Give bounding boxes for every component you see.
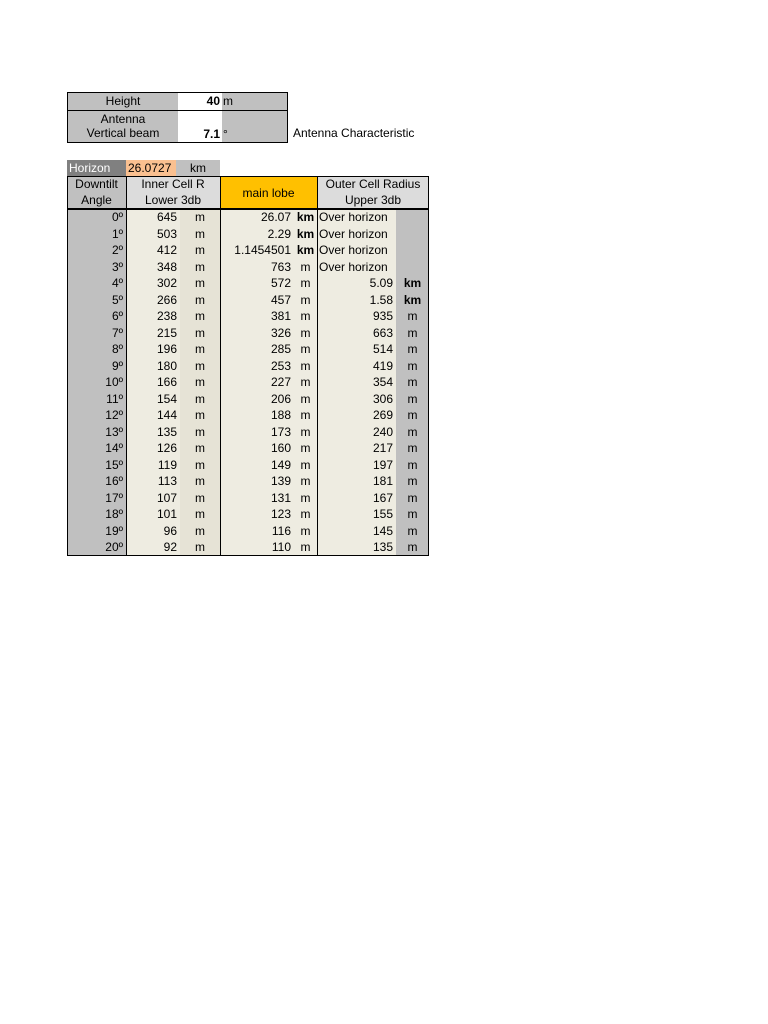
cell-outer-radius[interactable]: 5.09 xyxy=(369,276,393,291)
table-row xyxy=(67,473,429,490)
border-bottom xyxy=(67,555,429,556)
cell-outer-radius[interactable]: 155 xyxy=(372,507,393,522)
cell-outer-unit[interactable]: m xyxy=(407,474,418,489)
cell-main-unit[interactable]: km xyxy=(296,226,315,241)
cell-inner-unit[interactable]: m xyxy=(195,523,205,538)
antenna-label xyxy=(68,111,178,142)
horizon-value[interactable]: 26.0727 xyxy=(126,160,176,176)
cell-inner-unit[interactable]: m xyxy=(195,210,205,224)
cell-outer-radius[interactable]: 1.58 xyxy=(369,292,393,307)
cell-inner-radius[interactable]: 266 xyxy=(156,292,177,307)
cell-main-lobe[interactable]: 227 xyxy=(270,375,291,390)
cell-outer-radius[interactable]: 181 xyxy=(372,474,393,489)
cell-main-unit[interactable]: m xyxy=(300,540,311,555)
header-angle-line2: Angle xyxy=(81,193,112,207)
cell-main-lobe[interactable]: 253 xyxy=(270,358,291,373)
cell-main-unit[interactable]: m xyxy=(300,441,311,456)
cell-outer-unit[interactable]: m xyxy=(407,358,418,373)
antenna-characteristic-label: Antenna Characteristic xyxy=(293,126,415,140)
cell-inner-radius[interactable]: 166 xyxy=(156,375,177,390)
cell-inner-unit[interactable]: m xyxy=(195,358,205,373)
cell-inner-unit[interactable]: m xyxy=(195,424,205,439)
cell-main-lobe[interactable]: 160 xyxy=(270,441,291,456)
cell-main-lobe[interactable]: 206 xyxy=(270,391,291,406)
cell-inner-unit[interactable]: m xyxy=(195,325,205,340)
cell-outer-unit[interactable] xyxy=(396,209,429,226)
cell-inner-unit[interactable]: m xyxy=(195,457,205,472)
cell-outer-unit[interactable]: m xyxy=(407,540,418,555)
cell-outer-radius[interactable]: Over horizon xyxy=(319,259,388,274)
cell-angle[interactable]: 16º xyxy=(105,474,123,489)
cell-main-lobe[interactable]: 149 xyxy=(270,457,291,472)
border-after-inner xyxy=(220,176,221,556)
cell-inner-unit[interactable]: m xyxy=(195,408,205,423)
cell-inner-unit[interactable]: m xyxy=(195,292,205,307)
cell-outer-radius[interactable]: 167 xyxy=(372,490,393,505)
cell-angle[interactable]: 9º xyxy=(111,358,123,373)
cell-angle[interactable]: 17º xyxy=(105,490,123,505)
cell-main-lobe[interactable]: 2.29 xyxy=(267,226,291,241)
cell-inner-radius[interactable]: 180 xyxy=(156,358,177,373)
header-outer-line2: Upper 3db xyxy=(344,193,402,207)
cell-outer-unit[interactable]: km xyxy=(403,276,422,291)
cell-main-unit[interactable]: m xyxy=(300,292,311,307)
cell-inner-unit[interactable]: m xyxy=(195,474,205,489)
cell-angle[interactable]: 13º xyxy=(105,424,123,439)
cell-inner-unit[interactable]: m xyxy=(195,507,205,522)
cell-outer-unit[interactable]: m xyxy=(407,441,418,456)
cell-inner-radius[interactable]: 92 xyxy=(163,540,177,555)
cell-main-unit[interactable]: m xyxy=(300,457,311,472)
cell-inner-radius[interactable]: 113 xyxy=(157,474,177,489)
cell-inner-radius[interactable]: 196 xyxy=(156,342,177,357)
cell-inner-radius[interactable]: 126 xyxy=(156,441,177,456)
table-row xyxy=(67,490,429,507)
cell-outer-radius[interactable]: 269 xyxy=(372,408,393,423)
cell-main-lobe[interactable]: 285 xyxy=(270,342,291,357)
cell-angle[interactable]: 7º xyxy=(111,325,123,340)
cell-main-unit[interactable]: m xyxy=(300,259,311,274)
coverage-table xyxy=(67,176,429,556)
cell-outer-unit[interactable] xyxy=(396,259,429,276)
cell-inner-unit[interactable]: m xyxy=(195,226,205,241)
cell-inner-radius[interactable]: 645 xyxy=(156,210,177,224)
border-after-angle xyxy=(126,176,127,556)
cell-outer-unit[interactable]: m xyxy=(407,457,418,472)
table-row xyxy=(67,341,429,358)
table-row xyxy=(67,374,429,391)
cell-main-lobe[interactable]: 188 xyxy=(270,408,291,423)
header-outer-line1: Outer Cell Radius xyxy=(325,177,421,191)
cell-main-lobe[interactable]: 173 xyxy=(270,424,291,439)
cell-main-lobe[interactable]: 116 xyxy=(271,523,291,538)
table-row xyxy=(67,292,429,309)
cell-outer-unit[interactable]: m xyxy=(407,408,418,423)
cell-inner-unit[interactable]: m xyxy=(195,375,205,390)
cell-outer-radius[interactable]: Over horizon xyxy=(319,210,388,224)
cell-main-unit[interactable]: m xyxy=(300,309,311,324)
parameter-block xyxy=(67,92,288,143)
cell-angle[interactable]: 14º xyxy=(105,441,123,456)
border-right xyxy=(428,176,429,556)
cell-outer-unit[interactable] xyxy=(396,226,429,243)
cell-inner-radius[interactable]: 119 xyxy=(157,457,177,472)
cell-angle[interactable]: 20º xyxy=(105,540,123,555)
cell-outer-unit[interactable]: m xyxy=(407,309,418,324)
cell-main-lobe[interactable]: 381 xyxy=(270,309,291,324)
table-row xyxy=(67,523,429,540)
table-row xyxy=(67,539,429,556)
cell-inner-radius[interactable]: 96 xyxy=(163,523,177,538)
cell-main-unit[interactable]: m xyxy=(300,490,311,505)
cell-outer-unit[interactable]: m xyxy=(407,424,418,439)
cell-inner-radius[interactable]: 135 xyxy=(156,424,177,439)
table-row xyxy=(67,325,429,342)
cell-outer-radius[interactable]: Over horizon xyxy=(319,226,388,241)
cell-outer-unit[interactable]: m xyxy=(407,490,418,505)
header-outer-cell xyxy=(317,176,429,209)
border-header-bottom xyxy=(67,208,429,210)
antenna-label-line2: Vertical beam xyxy=(86,126,160,140)
cell-outer-unit[interactable]: m xyxy=(407,523,418,538)
header-main-label: main lobe xyxy=(242,185,295,200)
cell-main-unit[interactable]: m xyxy=(300,474,311,489)
table-row xyxy=(67,242,429,259)
table-row xyxy=(67,457,429,474)
cell-main-unit[interactable]: m xyxy=(300,391,311,406)
height-value-cell[interactable]: 40 xyxy=(178,93,222,110)
height-label: Height xyxy=(68,93,178,110)
cell-outer-radius[interactable]: 306 xyxy=(372,391,393,406)
cell-angle[interactable]: 8º xyxy=(111,342,123,357)
header-downtilt-angle xyxy=(67,176,126,209)
table-row xyxy=(67,275,429,292)
cell-outer-radius[interactable]: Over horizon xyxy=(319,243,388,258)
table-row xyxy=(67,440,429,457)
cell-outer-radius[interactable]: 663 xyxy=(372,325,393,340)
cell-main-unit[interactable]: m xyxy=(300,276,311,291)
cell-inner-radius[interactable]: 154 xyxy=(156,391,177,406)
cell-inner-unit[interactable]: m xyxy=(195,276,205,291)
cell-inner-unit[interactable]: m xyxy=(195,490,205,505)
cell-inner-radius[interactable]: 107 xyxy=(156,490,177,505)
horizon-label: Horizon xyxy=(67,160,126,176)
cell-outer-unit[interactable]: m xyxy=(407,375,418,390)
cell-inner-radius[interactable]: 144 xyxy=(156,408,177,423)
cell-inner-radius[interactable]: 348 xyxy=(156,259,177,274)
header-inner-line2: Lower 3db xyxy=(144,193,202,207)
cell-main-lobe[interactable]: 457 xyxy=(270,292,291,307)
cell-main-unit[interactable]: km xyxy=(296,210,315,224)
cell-main-unit[interactable]: m xyxy=(300,375,311,390)
cell-angle[interactable]: 3º xyxy=(111,259,123,274)
header-main-lobe xyxy=(220,176,317,209)
cell-main-lobe[interactable]: 572 xyxy=(270,276,291,291)
cell-angle[interactable]: 19º xyxy=(105,523,123,538)
header-angle-line1: Downtilt xyxy=(75,177,118,191)
cell-main-unit[interactable]: m xyxy=(300,358,311,373)
antenna-value-cell[interactable]: 7.1 xyxy=(178,111,222,142)
table-row xyxy=(67,407,429,424)
cell-inner-radius[interactable]: 101 xyxy=(156,507,177,522)
cell-outer-unit[interactable]: m xyxy=(407,391,418,406)
table-row xyxy=(67,358,429,375)
horizon-unit: km xyxy=(176,160,220,176)
cell-angle[interactable]: 15º xyxy=(105,457,123,472)
cell-main-lobe[interactable]: 763 xyxy=(270,259,291,274)
cell-inner-unit[interactable]: m xyxy=(195,441,205,456)
cell-outer-radius[interactable]: 145 xyxy=(372,523,393,538)
cell-inner-radius[interactable]: 238 xyxy=(156,309,177,324)
cell-angle[interactable]: 12º xyxy=(105,408,123,423)
antenna-label-line1: Antenna xyxy=(100,112,146,126)
cell-main-unit[interactable]: m xyxy=(300,325,311,340)
cell-main-lobe[interactable]: 123 xyxy=(270,507,291,522)
table-row xyxy=(67,424,429,441)
border-left xyxy=(67,176,68,556)
header-inner-line1: Inner Cell R xyxy=(141,177,205,191)
cell-main-lobe[interactable]: 110 xyxy=(271,540,291,555)
table-row xyxy=(67,259,429,276)
cell-inner-radius[interactable]: 215 xyxy=(156,325,177,340)
border-after-main xyxy=(317,176,318,556)
cell-outer-radius[interactable]: 514 xyxy=(372,342,393,357)
cell-main-unit[interactable]: km xyxy=(296,243,315,258)
cell-angle[interactable]: 11º xyxy=(106,391,123,406)
table-row xyxy=(67,506,429,523)
cell-angle[interactable]: 1º xyxy=(111,226,123,241)
cell-main-lobe[interactable]: 326 xyxy=(270,325,291,340)
cell-main-lobe[interactable]: 1.1454501 xyxy=(234,243,291,258)
cell-outer-unit[interactable]: m xyxy=(407,507,418,522)
cell-inner-unit[interactable]: m xyxy=(195,342,205,357)
height-unit: m xyxy=(222,93,287,110)
cell-inner-radius[interactable]: 302 xyxy=(156,276,177,291)
cell-outer-radius[interactable]: 135 xyxy=(372,540,393,555)
cell-outer-radius[interactable]: 419 xyxy=(372,358,393,373)
table-body xyxy=(67,209,429,556)
cell-inner-unit[interactable]: m xyxy=(195,259,205,274)
cell-inner-unit[interactable]: m xyxy=(195,391,205,406)
cell-main-unit[interactable]: m xyxy=(300,424,311,439)
cell-inner-unit[interactable]: m xyxy=(195,243,205,258)
cell-angle[interactable]: 6º xyxy=(111,309,123,324)
cell-outer-radius[interactable]: 197 xyxy=(372,457,393,472)
table-row xyxy=(67,226,429,243)
cell-angle[interactable]: 0º xyxy=(111,210,123,224)
cell-inner-radius[interactable]: 503 xyxy=(156,226,177,241)
cell-main-unit[interactable]: m xyxy=(300,342,311,357)
cell-main-lobe[interactable]: 139 xyxy=(270,474,291,489)
cell-main-unit[interactable]: m xyxy=(300,408,311,423)
cell-main-lobe[interactable]: 26.07 xyxy=(260,210,291,224)
table-row xyxy=(67,391,429,408)
cell-main-lobe[interactable]: 131 xyxy=(270,490,291,505)
cell-angle[interactable]: 5º xyxy=(111,292,123,307)
cell-outer-radius[interactable]: 217 xyxy=(372,441,393,456)
cell-outer-radius[interactable]: 935 xyxy=(372,309,393,324)
cell-outer-unit[interactable] xyxy=(396,242,429,259)
cell-angle[interactable]: 4º xyxy=(111,276,123,291)
cell-main-unit[interactable]: m xyxy=(300,507,311,522)
cell-outer-unit[interactable]: m xyxy=(407,325,418,340)
cell-inner-unit[interactable]: m xyxy=(195,309,205,324)
table-row xyxy=(67,308,429,325)
cell-outer-unit[interactable]: m xyxy=(407,342,418,357)
antenna-unit: ° xyxy=(222,111,287,142)
header-inner-cell xyxy=(126,176,220,209)
table-row xyxy=(67,209,429,226)
cell-inner-unit[interactable]: m xyxy=(195,540,205,555)
cell-inner-radius[interactable]: 412 xyxy=(156,243,177,258)
cell-angle[interactable]: 10º xyxy=(105,375,123,390)
cell-main-unit[interactable]: m xyxy=(300,523,311,538)
cell-outer-radius[interactable]: 354 xyxy=(372,375,393,390)
cell-outer-unit[interactable]: km xyxy=(403,292,422,307)
border-header-top xyxy=(67,176,429,177)
cell-outer-radius[interactable]: 240 xyxy=(372,424,393,439)
cell-angle[interactable]: 2º xyxy=(111,243,123,258)
cell-angle[interactable]: 18º xyxy=(105,507,123,522)
